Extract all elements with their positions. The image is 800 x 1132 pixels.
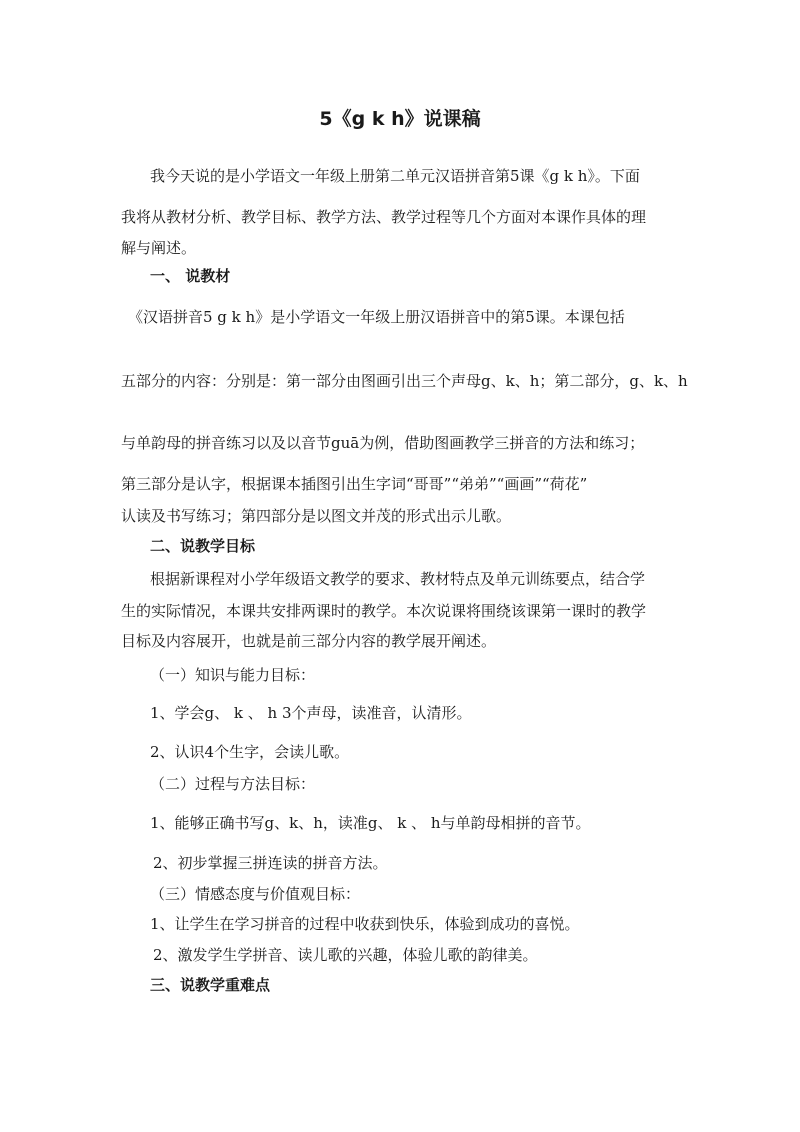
subsection-heading-process: （二）过程与方法目标： [150, 775, 316, 793]
paragraph-line: 目标及内容展开，也就是前三部分内容的教学展开阐述。 [121, 632, 497, 650]
intro-line: 我今天说的是小学语文一年级上册第二单元汉语拼音第5课《g k h》。下面 [150, 167, 640, 185]
paragraph-line: 五部分的内容：分别是：第一部分由图画引出三个声母g、k、h；第二部分，g、k、h [121, 372, 688, 390]
subsection-heading-knowledge: （一）知识与能力目标： [150, 666, 316, 684]
section-heading-objectives: 二、说教学目标 [150, 537, 256, 555]
document-title: 5《g k h》说课稿 [319, 108, 481, 130]
objective-item: 2、初步掌握三拼连读的拼音方法。 [153, 854, 388, 872]
section-heading-textbook: 一、 说教材 [150, 267, 231, 285]
paragraph-line: 与单韵母的拼音练习以及以音节guā为例，借助图画教学三拼音的方法和练习； [121, 434, 645, 452]
objective-item: 1、让学生在学习拼音的过程中收获到快乐，体验到成功的喜悦。 [150, 915, 580, 933]
paragraph-line: 根据新课程对小学年级语文教学的要求、教材特点及单元训练要点，结合学 [150, 570, 646, 588]
paragraph-line: 认读及书写练习；第四部分是以图文并茂的形式出示儿歌。 [121, 507, 512, 525]
objective-item: 2、认识4个生字，会读儿歌。 [150, 743, 350, 761]
paragraph-line: 生的实际情况，本课共安排两课时的教学。本次说课将围绕该课第一课时的教学 [121, 602, 647, 620]
objective-item: 1、学会g、 k 、 h 3个声母，读准音，认清形。 [150, 704, 472, 722]
subsection-heading-emotion: （三）情感态度与价值观目标： [150, 885, 361, 903]
objective-item: 2、激发学生学拼音、读儿歌的兴趣，体验儿歌的韵律美。 [153, 946, 538, 964]
section-heading-key-points: 三、说教学重难点 [150, 976, 271, 994]
paragraph-line: 第三部分是认字，根据课本插图引出生字词“哥哥”“弟弟”“画画”“荷花” [121, 475, 588, 493]
paragraph-line: 《汉语拼音5 g k h》是小学语文一年级上册汉语拼音中的第5课。本课包括 [128, 308, 625, 326]
intro-line: 我将从教材分析、教学目标、教学方法、教学过程等几个方面对本课作具体的理 [121, 208, 647, 226]
objective-item: 1、能够正确书写g、k、h，读准g、 k 、 h与单韵母相拼的音节。 [150, 814, 591, 832]
intro-line: 解与阐述。 [121, 239, 197, 257]
